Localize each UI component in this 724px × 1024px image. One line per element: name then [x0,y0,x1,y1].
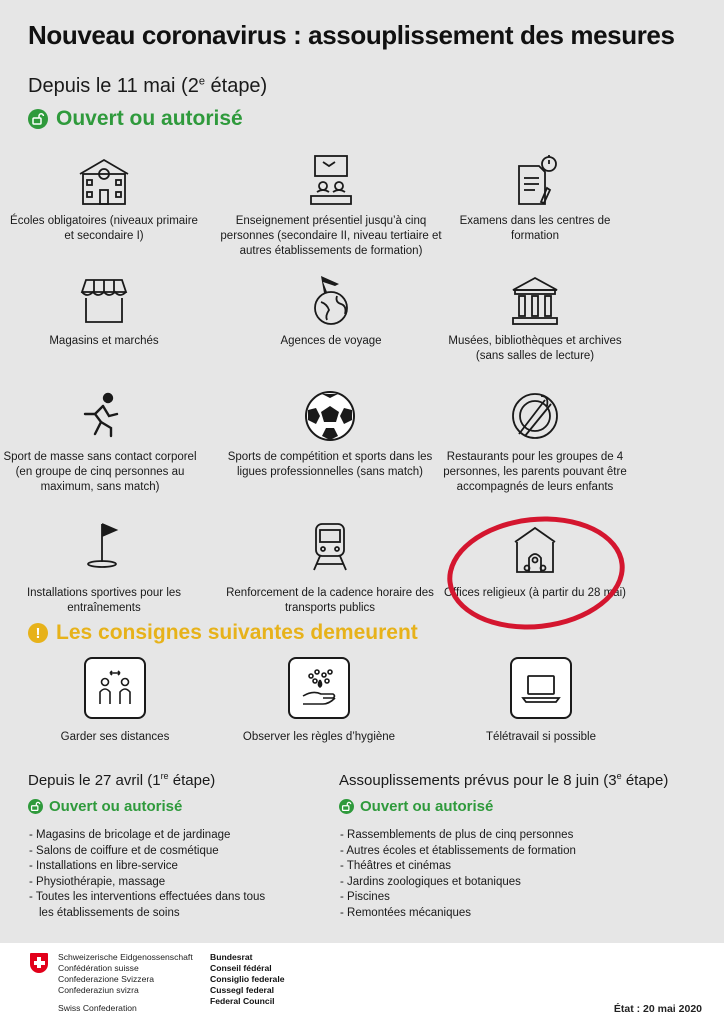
item-label: Examens dans les centres de formation [459,215,611,242]
golf-flag-icon [74,518,134,574]
stage2-heading: Depuis le 11 mai (2e étape) [28,75,268,97]
federation-line: Confederaziun svizra [58,985,139,995]
rule-label: Observer les règles d’hygiène [242,731,396,743]
item-label: Agences de voyage [280,335,382,347]
item-competition-sport [220,388,440,480]
list-item: - Installations en libre-service [29,859,279,875]
stage1-heading: Depuis le 27 avril (1re étape) [28,771,216,789]
item-travel [231,272,431,349]
page-title: Nouveau coronavirus : assouplissement des mesures [28,20,675,50]
distance-icon [84,657,146,719]
item-restaurants [435,388,635,495]
stage1-open-heading [28,798,182,815]
item-label: Sport de masse sans contact corporel (en groupe de cinq personnes au maximum, sans match) [3,451,197,493]
council-line: Cussegl federal [210,985,274,995]
federation-line: Confederazione Svizzera [58,974,155,984]
item-mass-sport [0,388,205,495]
state-date: État : 20 mai 2020 [613,1003,702,1015]
council-line: Consiglio federale [210,974,285,984]
stage2-open-heading [28,107,243,131]
item-classroom [215,152,447,259]
council-line: Bundesrat [210,952,253,962]
stage3-list [340,828,620,921]
train-icon [300,518,360,574]
swiss-confederation-label: Swiss Confederation [58,1003,137,1013]
item-label: Offices religieux (à partir du 28 mai) [444,587,626,599]
item-museums [435,272,635,364]
stage3-open-label: Ouvert ou autorisé [360,798,494,815]
item-shops [4,272,204,349]
list-item: - Autres écoles et établissements de formation [340,844,620,860]
restaurant-icon [505,388,565,444]
stage3-open-heading [339,798,493,815]
item-label: Restaurants pour les groupes de 4 personnes, les parents pouvant être accompagnés de leurs enfants [443,451,627,493]
runner-icon [70,388,130,444]
confederation-names [58,952,193,996]
rule-telework [441,657,641,743]
swiss-coat-of-arms-icon [30,953,48,973]
rule-label: Garder ses distances [60,731,170,743]
council-line: Federal Council [210,996,275,1006]
list-item: - Rassemblements de plus de cinq personnes [340,828,620,844]
item-schools [4,152,204,244]
rules-heading [28,621,418,645]
item-label: Écoles obligatoires (niveaux primaire et secondaire I) [10,215,198,242]
museum-icon [505,272,565,328]
exclamation-icon: ! [28,623,48,643]
list-item: - Théâtres et cinémas [340,859,620,875]
item-label: Installations sportives pour les entraînements [26,587,182,614]
rule-label: Télétravail si possible [486,731,596,743]
stage1-list [29,828,279,921]
list-item: - Physiothérapie, massage [29,875,279,891]
list-item: - Piscines [340,890,620,906]
item-label: Magasins et marchés [49,335,159,347]
rule-hygiene [219,657,419,743]
unlock-icon [28,109,48,129]
school-icon [74,152,134,208]
list-item: - Remontées mécaniques [340,906,620,922]
list-item: - Toutes les interventions effectuées dans tous les établissements de soins [29,890,279,921]
stage2-open-label: Ouvert ou autorisé [56,107,243,130]
list-item: - Magasins de bricolage et de jardinage [29,828,279,844]
footer [0,943,724,1024]
item-label: Renforcement de la cadence horaire des transports publics [226,587,434,614]
item-label: Enseignement présentiel jusqu’à cinq personnes (secondaire II, niveau tertiaire et autres établissements de formation) [220,215,442,257]
list-item: - Salons de coiffure et de cosmétique [29,844,279,860]
rule-distance [15,657,215,743]
stage3-heading: Assouplissements prévus pour le 8 juin (3e étape) [339,771,669,789]
council-names [210,952,285,1007]
item-sport-facilities [4,518,204,616]
item-exams [435,152,635,244]
list-item: - Jardins zoologiques et botaniques [340,875,620,891]
item-label: Musées, bibliothèques et archives (sans salles de lecture) [448,335,622,362]
travel-icon [301,272,361,328]
federation-line: Schweizerische Eidgenossenschaft [58,952,193,962]
handwash-icon [288,657,350,719]
federation-line: Confédération suisse [58,963,139,973]
item-label: Sports de compétition et sports dans les ligues professionnelles (sans match) [227,451,433,478]
council-line: Conseil fédéral [210,963,272,973]
rules-heading-label: Les consignes suivantes demeurent [56,621,418,644]
stage1-open-label: Ouvert ou autorisé [49,798,183,815]
laptop-icon [510,657,572,719]
classroom-icon [301,152,361,208]
item-public-transport [220,518,440,616]
football-icon [300,388,360,444]
unlock-icon [28,799,43,814]
exam-icon [505,152,565,208]
shop-icon [74,272,134,328]
unlock-icon [339,799,354,814]
